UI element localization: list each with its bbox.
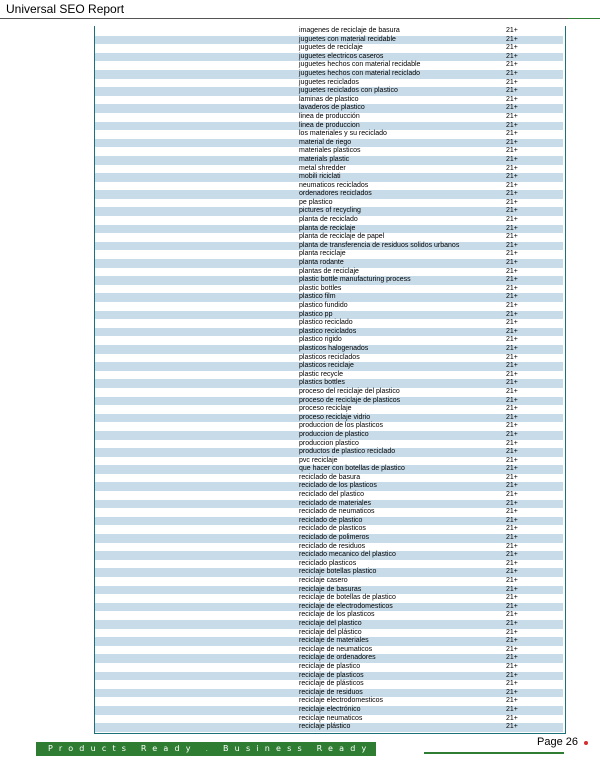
table-row — [95, 190, 563, 199]
table-row — [95, 328, 563, 337]
table-row — [95, 302, 563, 311]
rank-cell: 21+ — [506, 585, 518, 593]
keyword-cell: plastico fundido — [299, 302, 348, 309]
keyword-cell: reciclaje de botellas de plastico — [299, 594, 396, 602]
rank-cell: 21+ — [506, 628, 518, 636]
table-row — [95, 388, 563, 397]
rank-cell: 21+ — [506, 164, 518, 172]
keyword-cell: reciclado plasticos — [299, 559, 357, 567]
table-row — [95, 611, 563, 620]
header-accent-divider — [568, 18, 600, 19]
rank-cell: 21+ — [506, 602, 518, 610]
report-title: Universal SEO Report — [6, 2, 125, 16]
keyword-table — [95, 27, 563, 732]
rank-cell: 21+ — [506, 645, 518, 653]
keyword-cell: proceso del reciclaje del plastico — [299, 387, 400, 395]
table-row — [95, 474, 563, 483]
rank-cell: 21+ — [506, 198, 518, 206]
rank-cell: 21+ — [506, 499, 518, 507]
rank-cell: 21+ — [506, 216, 518, 224]
rank-cell: 21+ — [506, 456, 518, 464]
rank-cell: 21+ — [506, 319, 518, 327]
table-row — [95, 689, 563, 698]
keyword-cell: reciclaje casero — [299, 577, 348, 584]
keyword-cell: los materiales y su reciclado — [299, 130, 387, 138]
table-row — [95, 311, 563, 320]
rank-cell: 21+ — [506, 52, 518, 60]
table-row — [95, 104, 563, 113]
table-row — [95, 603, 563, 612]
table-row — [95, 414, 563, 423]
keyword-cell: produccion de los plasticos — [299, 422, 384, 430]
table-row — [95, 448, 563, 457]
keyword-cell: imagenes de reciclaje de basura — [299, 27, 400, 34]
keyword-cell: productos de plastico reciclado — [299, 448, 396, 456]
table-row — [95, 491, 563, 500]
table-row — [95, 560, 563, 569]
rank-cell: 21+ — [506, 723, 518, 731]
table-row — [95, 259, 563, 268]
table-row — [95, 715, 563, 724]
keyword-cell: proceso reciclaje — [299, 405, 352, 413]
table-row — [95, 620, 563, 629]
table-row — [95, 268, 563, 277]
rank-cell: 21+ — [506, 680, 518, 688]
page-number: Page 26 — [537, 736, 578, 748]
keyword-cell: reciclaje del plastico — [299, 619, 362, 627]
keyword-cell: reciclaje de ordenadores — [299, 654, 376, 662]
keyword-cell: reciclado de polimeros — [299, 534, 370, 542]
keyword-cell: reciclaje de residuos — [299, 688, 363, 696]
keyword-cell: planta de reciclaje de papel — [299, 233, 385, 241]
table-row — [95, 577, 563, 586]
keyword-cell: juguetes con material recidable — [299, 35, 396, 43]
table-row — [95, 508, 563, 517]
table-row — [95, 139, 563, 148]
keyword-cell: reciclaje del plástico — [299, 628, 362, 636]
keyword-cell: reciclaje de plastico — [299, 662, 361, 670]
keyword-cell: planta rodante — [299, 259, 344, 267]
table-row — [95, 680, 563, 689]
table-row — [95, 70, 563, 79]
table-row — [95, 61, 563, 70]
rank-cell: 21+ — [506, 276, 518, 284]
keyword-cell: reciclado de basura — [299, 473, 361, 481]
header-divider — [0, 18, 568, 19]
rank-cell: 21+ — [506, 568, 518, 576]
keyword-cell: proceso reciclaje vidrio — [299, 413, 371, 421]
rank-cell: 21+ — [506, 534, 518, 542]
rank-cell: 21+ — [506, 714, 518, 722]
table-row — [95, 637, 563, 646]
table-row — [95, 482, 563, 491]
rank-cell: 21+ — [506, 233, 518, 241]
table-row — [95, 586, 563, 595]
table-row — [95, 405, 563, 414]
rank-cell: 21+ — [506, 78, 518, 86]
table-row — [95, 53, 563, 62]
keyword-cell: lavaderos de plastico — [299, 104, 365, 112]
table-row — [95, 629, 563, 638]
rank-cell: 21+ — [506, 465, 518, 473]
rank-cell: 21+ — [506, 224, 518, 232]
table-row — [95, 199, 563, 208]
rank-cell: 21+ — [506, 181, 518, 189]
rank-cell: 21+ — [506, 379, 518, 387]
table-row — [95, 130, 563, 139]
rank-cell: 21+ — [506, 577, 518, 584]
rank-cell: 21+ — [506, 44, 518, 52]
table-row — [95, 706, 563, 715]
table-row — [95, 422, 563, 431]
table-row — [95, 285, 563, 294]
rank-cell: 21+ — [506, 516, 518, 524]
rank-cell: 21+ — [506, 207, 518, 215]
rank-cell: 21+ — [506, 671, 518, 679]
rank-cell: 21+ — [506, 439, 518, 447]
table-row — [95, 517, 563, 526]
rank-cell: 21+ — [506, 705, 518, 713]
keyword-cell: reciclaje de plásticos — [299, 680, 364, 688]
table-row — [95, 233, 563, 242]
rank-cell: 21+ — [506, 147, 518, 155]
keyword-cell: pe plastico — [299, 198, 333, 206]
keyword-cell: plastico pp — [299, 310, 333, 318]
keyword-cell: reciclaje botellas plastico — [299, 568, 377, 576]
rank-cell: 21+ — [506, 112, 518, 120]
rank-cell: 21+ — [506, 551, 518, 559]
keyword-cell: reciclaje de neumaticos — [299, 645, 373, 653]
keyword-cell: mobili riciclati — [299, 173, 341, 181]
table-row — [95, 568, 563, 577]
table-row — [95, 663, 563, 672]
keyword-cell: juguetes electricos caseros — [299, 52, 384, 60]
rank-cell: 21+ — [506, 302, 518, 309]
table-row — [95, 397, 563, 406]
keyword-cell: plantas de reciclaje — [299, 267, 359, 275]
table-row — [95, 276, 563, 285]
keyword-cell: reciclaje de materiales — [299, 637, 369, 645]
rank-cell: 21+ — [506, 542, 518, 550]
keyword-cell: produccion plastico — [299, 439, 359, 447]
keyword-cell: planta de reciclaje — [299, 224, 356, 232]
rank-cell: 21+ — [506, 525, 518, 533]
table-row — [95, 379, 563, 388]
table-row — [95, 345, 563, 354]
rank-cell: 21+ — [506, 190, 518, 198]
keyword-cell: laminas de plastico — [299, 95, 359, 103]
keyword-cell: material de riego — [299, 138, 352, 146]
keyword-cell: metal shredder — [299, 164, 346, 172]
keyword-cell: juguetes de reciclaje — [299, 44, 363, 52]
keyword-cell: pictures of recycling — [299, 207, 361, 215]
rank-cell: 21+ — [506, 654, 518, 662]
rank-cell: 21+ — [506, 69, 518, 77]
keyword-cell: ordenadores reciclados — [299, 190, 372, 198]
table-row — [95, 36, 563, 45]
table-row — [95, 225, 563, 234]
keyword-cell: materials plastic — [299, 155, 350, 163]
table-row — [95, 672, 563, 681]
keyword-cell: neumaticos reciclados — [299, 181, 369, 189]
rank-cell: 21+ — [506, 155, 518, 163]
table-row — [95, 122, 563, 131]
table-row — [95, 465, 563, 474]
table-row — [95, 594, 563, 603]
keyword-cell: planta de reciclado — [299, 216, 358, 224]
keyword-cell: planta de transferencia de residuos solidos urbanos — [299, 241, 460, 249]
rank-cell: 21+ — [506, 173, 518, 181]
keyword-cell: linea de producción — [299, 112, 360, 120]
keyword-cell: plasticos halogenados — [299, 344, 369, 352]
keyword-cell: plastico film — [299, 293, 336, 301]
table-row — [95, 354, 563, 363]
keyword-cell: reciclaje electrónico — [299, 705, 361, 713]
keyword-cell: reciclado de plastico — [299, 516, 363, 524]
table-row — [95, 336, 563, 345]
table-row — [95, 500, 563, 509]
keyword-cell: reciclado de plasticos — [299, 525, 366, 533]
keyword-cell: reciclaje de los plasticos — [299, 611, 375, 619]
rank-cell: 21+ — [506, 27, 518, 34]
rank-cell: 21+ — [506, 344, 518, 352]
keyword-cell: plastico reciclados — [299, 327, 357, 335]
table-row — [95, 440, 563, 449]
keyword-cell: reciclado de residuos — [299, 542, 366, 550]
rank-cell: 21+ — [506, 35, 518, 43]
table-row — [95, 457, 563, 466]
footer-slogan — [48, 744, 372, 753]
table-row — [95, 654, 563, 663]
rank-cell: 21+ — [506, 508, 518, 516]
table-row — [95, 525, 563, 534]
keyword-cell: juguetes hechos con material recidable — [299, 61, 421, 69]
table-row — [95, 723, 563, 732]
rank-cell: 21+ — [506, 387, 518, 395]
bullet-icon — [584, 741, 588, 745]
rank-cell: 21+ — [506, 637, 518, 645]
keyword-cell: que hacer con botellas de plastico — [299, 465, 405, 473]
table-row — [95, 371, 563, 380]
keyword-cell: plastic bottles — [299, 284, 342, 292]
rank-cell: 21+ — [506, 104, 518, 112]
table-row — [95, 697, 563, 706]
keyword-cell: reciclado del plastico — [299, 491, 364, 499]
keyword-cell: proceso de reciclaje de plasticos — [299, 396, 401, 404]
rank-cell: 21+ — [506, 259, 518, 267]
keyword-cell: reciclado de los plasticos — [299, 482, 377, 490]
keyword-cell: pvc reciclaje — [299, 456, 338, 464]
keyword-cell: plasticos reciclaje — [299, 362, 354, 370]
rank-cell: 21+ — [506, 662, 518, 670]
rank-cell: 21+ — [506, 448, 518, 456]
rank-cell: 21+ — [506, 482, 518, 490]
rank-cell: 21+ — [506, 413, 518, 421]
rank-cell: 21+ — [506, 121, 518, 129]
table-row — [95, 165, 563, 174]
keyword-cell: plastico rigido — [299, 336, 342, 344]
rank-cell: 21+ — [506, 336, 518, 344]
table-row — [95, 319, 563, 328]
keyword-cell: plasticos reciclados — [299, 353, 360, 361]
table-row — [95, 293, 563, 302]
footer-separator: . — [205, 744, 215, 753]
keyword-cell: plastics bottles — [299, 379, 345, 387]
keyword-cell: linea de produccion — [299, 121, 360, 129]
keyword-cell: reciclado de neumaticos — [299, 508, 375, 516]
keyword-cell: juguetes reciclados — [299, 78, 359, 86]
rank-cell: 21+ — [506, 396, 518, 404]
rank-cell: 21+ — [506, 267, 518, 275]
rank-cell: 21+ — [506, 284, 518, 292]
table-row — [95, 147, 563, 156]
rank-cell: 21+ — [506, 130, 518, 138]
table-row — [95, 87, 563, 96]
table-row — [95, 173, 563, 182]
rank-cell: 21+ — [506, 250, 518, 258]
rank-cell: 21+ — [506, 619, 518, 627]
rank-cell: 21+ — [506, 87, 518, 95]
rank-cell: 21+ — [506, 370, 518, 378]
rank-cell: 21+ — [506, 241, 518, 249]
rank-cell: 21+ — [506, 353, 518, 361]
table-row — [95, 96, 563, 105]
rank-cell: 21+ — [506, 61, 518, 69]
table-row — [95, 27, 563, 36]
footer-slogan-left: Products Ready — [48, 744, 197, 753]
table-row — [95, 182, 563, 191]
keyword-cell: plastico reciclado — [299, 319, 353, 327]
keyword-cell: juguetes reciclados con plastico — [299, 87, 398, 95]
keyword-cell: reciclado mecanico del plastico — [299, 551, 396, 559]
table-row — [95, 646, 563, 655]
rank-cell: 21+ — [506, 362, 518, 370]
keyword-cell: juguetes hechos con material reciclado — [299, 69, 421, 77]
rank-cell: 21+ — [506, 138, 518, 146]
keyword-cell: planta reciclaje — [299, 250, 346, 258]
keyword-cell: materiales plasticos — [299, 147, 361, 155]
rank-cell: 21+ — [506, 422, 518, 430]
table-row — [95, 207, 563, 216]
table-row — [95, 44, 563, 53]
table-row — [95, 543, 563, 552]
footer-slogan-right: Business Ready — [222, 744, 373, 753]
table-row — [95, 113, 563, 122]
rank-cell: 21+ — [506, 559, 518, 567]
rank-cell: 21+ — [506, 473, 518, 481]
table-row — [95, 250, 563, 259]
table-row — [95, 156, 563, 165]
keyword-cell: reciclado de materiales — [299, 499, 371, 507]
table-row — [95, 242, 563, 251]
rank-cell: 21+ — [506, 327, 518, 335]
rank-cell: 21+ — [506, 594, 518, 602]
table-row — [95, 216, 563, 225]
rank-cell: 21+ — [506, 405, 518, 413]
rank-cell: 21+ — [506, 688, 518, 696]
keyword-cell: produccion de plastico — [299, 430, 369, 438]
rank-cell: 21+ — [506, 310, 518, 318]
table-row — [95, 551, 563, 560]
rank-cell: 21+ — [506, 697, 518, 705]
rank-cell: 21+ — [506, 611, 518, 619]
keyword-cell: reciclaje de electrodomesticos — [299, 602, 393, 610]
keyword-cell: plastic recycle — [299, 370, 343, 378]
table-row — [95, 362, 563, 371]
keyword-cell: reciclaje plástico — [299, 723, 351, 731]
keyword-cell: plastic bottle manufacturing process — [299, 276, 411, 284]
rank-cell: 21+ — [506, 95, 518, 103]
keyword-cell: reciclaje de basuras — [299, 585, 362, 593]
rank-cell: 21+ — [506, 293, 518, 301]
table-row — [95, 534, 563, 543]
keyword-cell: reciclaje electrodomesticos — [299, 697, 384, 705]
table-row — [95, 431, 563, 440]
rank-cell: 21+ — [506, 430, 518, 438]
table-row — [95, 79, 563, 88]
keyword-cell: reciclaje neumaticos — [299, 714, 363, 722]
rank-cell: 21+ — [506, 491, 518, 499]
keyword-cell: reciclaje de plasticos — [299, 671, 364, 679]
footer-divider — [424, 752, 564, 754]
